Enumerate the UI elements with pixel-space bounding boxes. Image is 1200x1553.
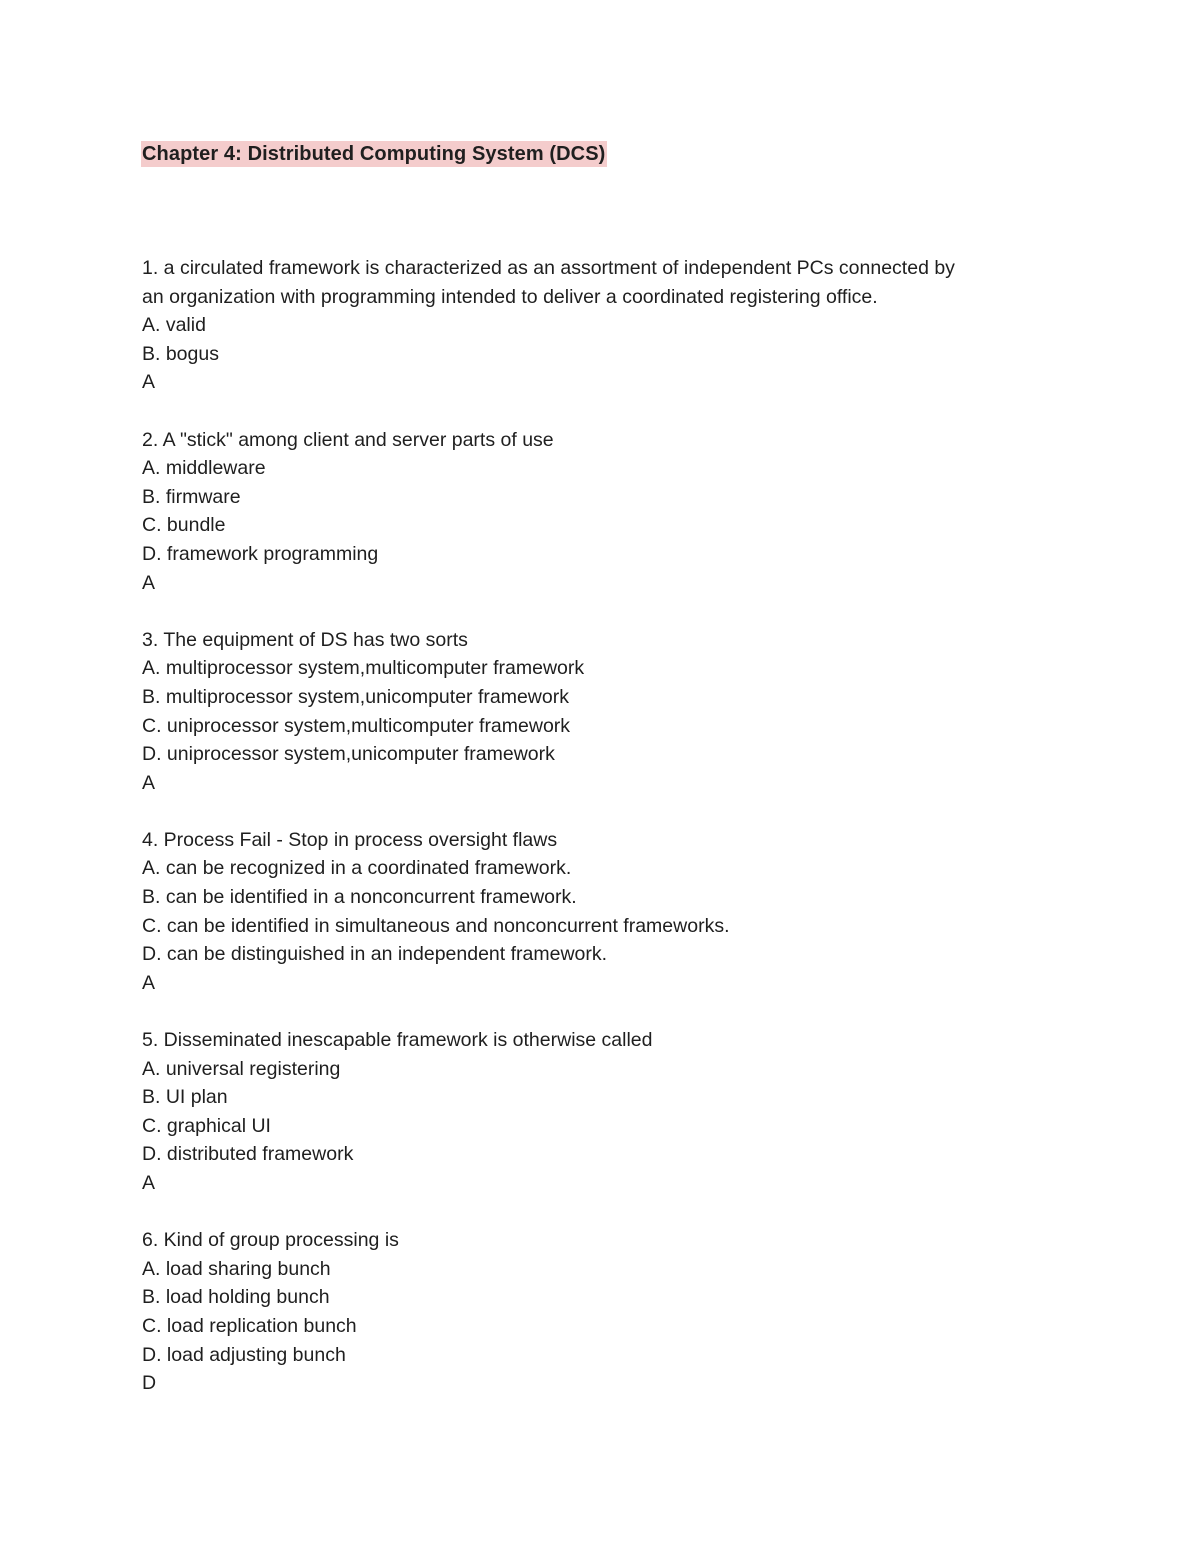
question-6-option-b: B. load holding bunch [142,1286,330,1309]
question-2-option-c: C. bundle [142,514,226,537]
question-1 [142,254,1062,426]
question-1-text-line-2: an organization with programming intended to deliver a coordinated registering office. [142,285,878,308]
question-2-option-d: D. framework programming [142,542,379,565]
spacer [142,397,1062,426]
question-3-option-a: A. multiprocessor system,multicomputer framework [142,657,585,680]
question-list [142,254,1062,1398]
question-4-answer: A [142,971,156,994]
question-4-option-a: A. can be recognized in a coordinated framework. [142,857,572,880]
question-2-option-a: A. middleware [142,457,266,480]
spacer [142,797,1062,826]
question-3 [142,626,1062,826]
question-4-option-c: C. can be identified in simultaneous and nonconcurrent frameworks. [142,914,730,937]
question-3-option-c: C. uniprocessor system,multicomputer framework [142,714,571,737]
question-4 [142,826,1062,1026]
question-2-option-b: B. firmware [142,485,241,508]
question-1-option-a: A. valid [142,314,206,337]
question-3-text: 3. The equipment of DS has two sorts [142,628,468,651]
spacer [142,997,1062,1026]
chapter-title: Chapter 4: Distributed Computing System (DCS) [142,143,606,165]
spacer [142,597,1062,626]
question-1-option-b: B. bogus [142,342,219,365]
question-2-answer: A [142,571,156,594]
question-3-option-d: D. uniprocessor system,unicomputer framework [142,743,555,766]
question-6-text: 6. Kind of group processing is [142,1229,399,1252]
question-1-answer: A [142,371,156,394]
question-5-option-a: A. universal registering [142,1057,341,1080]
question-2 [142,426,1062,626]
question-4-option-b: B. can be identified in a nonconcurrent framework. [142,886,577,909]
question-6 [142,1226,1062,1398]
question-3-answer: A [142,771,156,794]
spacer [142,1198,1062,1227]
question-6-option-c: C. load replication bunch [142,1314,357,1337]
question-4-option-d: D. can be distinguished in an independent framework. [142,943,608,966]
question-2-text: 2. A "stick" among client and server parts of use [142,428,554,451]
question-5-option-b: B. UI plan [142,1086,228,1109]
question-3-option-b: B. multiprocessor system,unicomputer framework [142,685,569,708]
question-5-answer: A [142,1172,156,1194]
question-5 [142,1026,1062,1226]
question-6-option-d: D. load adjusting bunch [142,1343,346,1366]
question-4-text: 4. Process Fail - Stop in process oversight flaws [142,828,558,851]
question-5-option-c: C. graphical UI [142,1114,271,1137]
question-6-option-a: A. load sharing bunch [142,1257,331,1280]
question-6-answer: D [142,1372,157,1395]
question-1-text-line-1: 1. a circulated framework is characterized as an assortment of independent PCs connected by [142,257,955,279]
question-5-text: 5. Disseminated inescapable framework is otherwise called [142,1029,653,1052]
question-5-option-d: D. distributed framework [142,1143,354,1166]
